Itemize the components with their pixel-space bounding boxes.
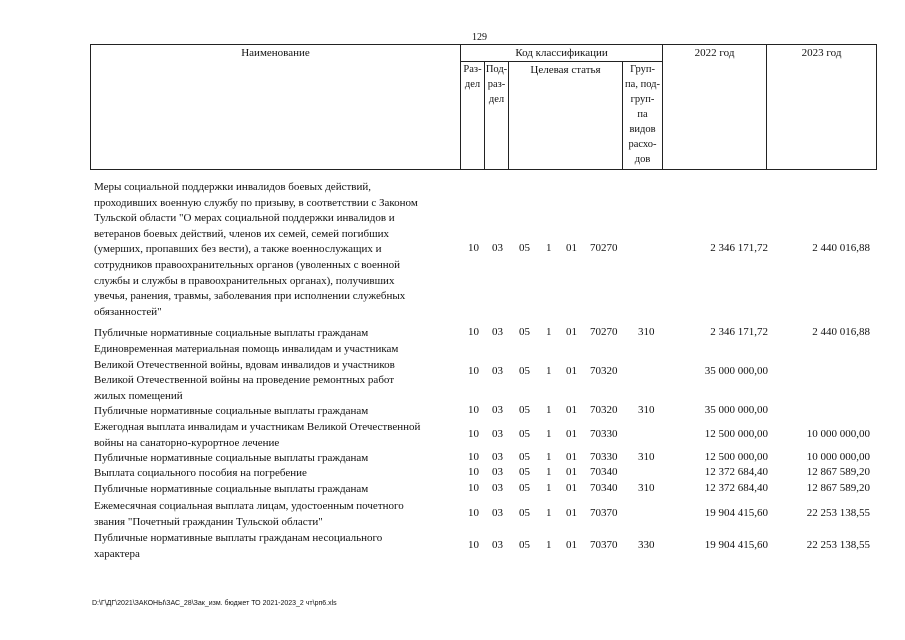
page-number: 129 bbox=[472, 32, 487, 43]
cell-y2: 12 867 589,20 bbox=[806, 466, 870, 478]
cell-p2: 1 bbox=[546, 451, 552, 463]
cell-p2: 1 bbox=[546, 365, 552, 378]
cell-p1: 05 bbox=[519, 242, 530, 255]
cell-y1: 12 372 684,40 bbox=[704, 482, 768, 494]
cell-p4: 70330 bbox=[590, 451, 618, 463]
cell-p1: 05 bbox=[519, 506, 530, 519]
row-name-line: Единовременная материальная помощь инвалидам и участникам bbox=[94, 343, 399, 355]
cell-p3: 01 bbox=[566, 466, 577, 478]
cell-razd: 10 bbox=[468, 242, 479, 255]
row-name-line: войны на санаторно-курортное лечение bbox=[94, 436, 280, 449]
row-name-line: Ежегодная выплата инвалидам и участникам Великой Отечественной bbox=[94, 421, 421, 433]
cell-p1: 05 bbox=[519, 427, 530, 440]
cell-y2: 12 867 589,20 bbox=[806, 482, 870, 494]
header-gruppa-line: дов bbox=[634, 154, 651, 165]
cell-p1: 05 bbox=[519, 326, 530, 338]
cell-y1: 19 904 415,60 bbox=[704, 506, 768, 519]
cell-y1: 35 000 000,00 bbox=[704, 404, 768, 416]
cell-y2: 10 000 000,00 bbox=[806, 451, 870, 463]
header-razdel-line: Раз- bbox=[463, 64, 482, 75]
row-name bbox=[94, 482, 464, 498]
cell-p2: 1 bbox=[546, 404, 552, 416]
cell-y1: 35 000 000,00 bbox=[704, 365, 768, 378]
cell-y2: 2 440 016,88 bbox=[812, 326, 870, 338]
row-name-line: Публичные нормативные выплаты гражданам несоциального bbox=[94, 532, 383, 544]
cell-p2: 1 bbox=[546, 326, 552, 338]
row-name-line: обязанностей" bbox=[94, 305, 162, 318]
cell-p2: 1 bbox=[546, 506, 552, 519]
cell-p4: 70320 bbox=[590, 404, 618, 416]
cell-pod: 03 bbox=[492, 538, 503, 551]
row-name-line: (умерших, пропавших без вести), а также военнослужащих и bbox=[94, 243, 382, 256]
cell-y2: 22 253 138,55 bbox=[806, 538, 870, 551]
cell-razd: 10 bbox=[468, 404, 479, 416]
cell-pod: 03 bbox=[492, 365, 503, 378]
row-name-line: Выплата социального пособия на погребение bbox=[94, 467, 307, 479]
header-celevaya: Целевая статья bbox=[509, 62, 623, 170]
header-name: Наименование bbox=[91, 45, 461, 170]
cell-p2: 1 bbox=[546, 466, 552, 478]
row-name-line: характера bbox=[94, 547, 140, 560]
row-name bbox=[94, 326, 464, 342]
cell-p4: 70330 bbox=[590, 427, 618, 440]
cell-p4: 70270 bbox=[590, 242, 618, 255]
cell-p3: 01 bbox=[566, 326, 577, 338]
cell-p4: 70340 bbox=[590, 482, 618, 494]
row-name-line: проходивших военную службу по призыву, в соответствии с Законом bbox=[94, 196, 418, 209]
header-2023: 2023 год bbox=[767, 45, 877, 170]
row-name-line: ветеранов боевых действий, членов их семей, семей погибших bbox=[94, 227, 390, 240]
cell-p2: 1 bbox=[546, 427, 552, 440]
cell-p1: 05 bbox=[519, 451, 530, 463]
cell-p3: 01 bbox=[566, 242, 577, 255]
row-name-line: службы и службы в правоохранительных органах), получивших bbox=[94, 274, 395, 287]
file-path-footer: D:\Г\ДГ\2021\ЗАКОНЫ\ЗАС_28\Зак_изм. бюджет ТО 2021-2023_2 чт\рп6.xls bbox=[92, 600, 337, 607]
cell-pod: 03 bbox=[492, 506, 503, 519]
cell-pod: 03 bbox=[492, 451, 503, 463]
cell-y1: 12 372 684,40 bbox=[704, 466, 768, 478]
cell-pod: 03 bbox=[492, 427, 503, 440]
cell-y1: 19 904 415,60 bbox=[704, 538, 768, 551]
header-podrazdel-line: раз- bbox=[487, 79, 506, 90]
cell-p4: 70320 bbox=[590, 365, 618, 378]
header-podrazdel-line: дел bbox=[488, 94, 505, 105]
cell-y1: 2 346 171,72 bbox=[710, 326, 768, 338]
row-name bbox=[94, 404, 464, 420]
header-gruppa-line: па bbox=[637, 109, 648, 120]
cell-p2: 1 bbox=[546, 242, 552, 255]
header-gruppa-line: видов bbox=[629, 124, 656, 135]
cell-razd: 10 bbox=[468, 451, 479, 463]
row-name bbox=[94, 180, 464, 320]
row-name-line: увечья, ранения, травмы, заболевания при исполнении служебных bbox=[94, 290, 406, 303]
row-name bbox=[94, 420, 464, 451]
cell-p1: 05 bbox=[519, 482, 530, 494]
header-gruppa-line: груп- bbox=[630, 94, 655, 105]
header-gruppa-line: расхо- bbox=[628, 139, 657, 150]
cell-p3: 01 bbox=[566, 506, 577, 519]
header-kod: Код классификации bbox=[461, 45, 663, 62]
cell-p1: 05 bbox=[519, 365, 530, 378]
cell-p4: 70370 bbox=[590, 538, 618, 551]
cell-y2: 2 440 016,88 bbox=[812, 242, 870, 255]
cell-y2: 10 000 000,00 bbox=[806, 427, 870, 440]
cell-pod: 03 bbox=[492, 404, 503, 416]
cell-pod: 03 bbox=[492, 326, 503, 338]
header-gruppa-line: па, под- bbox=[625, 79, 660, 90]
cell-p3: 01 bbox=[566, 482, 577, 494]
row-name bbox=[94, 451, 464, 467]
cell-pod: 03 bbox=[492, 466, 503, 478]
cell-p3: 01 bbox=[566, 404, 577, 416]
cell-pod: 03 bbox=[492, 482, 503, 494]
row-name bbox=[94, 342, 464, 404]
cell-y2: 22 253 138,55 bbox=[806, 506, 870, 519]
cell-y1: 12 500 000,00 bbox=[704, 427, 768, 440]
cell-y1: 2 346 171,72 bbox=[710, 242, 768, 255]
cell-vid: 310 bbox=[638, 326, 655, 338]
cell-razd: 10 bbox=[468, 466, 479, 478]
row-name bbox=[94, 531, 464, 562]
cell-vid: 310 bbox=[638, 451, 655, 463]
row-name-line: жилых помещений bbox=[94, 389, 183, 402]
row-name-line: Публичные нормативные социальные выплаты гражданам bbox=[94, 483, 369, 495]
cell-p3: 01 bbox=[566, 365, 577, 378]
cell-p3: 01 bbox=[566, 451, 577, 463]
header-gruppa-line: Груп- bbox=[630, 64, 655, 75]
row-name bbox=[94, 466, 464, 482]
header-podrazdel-line: Под- bbox=[485, 64, 508, 75]
row-name-line: Публичные нормативные социальные выплаты гражданам bbox=[94, 452, 369, 464]
cell-vid: 310 bbox=[638, 404, 655, 416]
cell-p3: 01 bbox=[566, 427, 577, 440]
row-name-line: Великой Отечественной войны, вдовам инвалидов и участников bbox=[94, 358, 395, 371]
cell-vid: 310 bbox=[638, 482, 655, 494]
cell-razd: 10 bbox=[468, 506, 479, 519]
cell-p3: 01 bbox=[566, 538, 577, 551]
cell-razd: 10 bbox=[468, 427, 479, 440]
row-name-line: Великой Отечественной войны на проведение ремонтных работ bbox=[94, 374, 395, 387]
cell-razd: 10 bbox=[468, 538, 479, 551]
cell-vid: 330 bbox=[638, 538, 655, 551]
row-name-line: сотрудников правоохранительных органов (уволенных с военной bbox=[94, 258, 401, 271]
cell-p1: 05 bbox=[519, 538, 530, 551]
row-name-line: звания "Почетный гражданин Тульской области" bbox=[94, 515, 323, 528]
row-name-line: Ежемесячная социальная выплата лицам, удостоенным почетного bbox=[94, 500, 404, 512]
cell-p1: 05 bbox=[519, 466, 530, 478]
cell-p1: 05 bbox=[519, 404, 530, 416]
cell-p4: 70370 bbox=[590, 506, 618, 519]
cell-razd: 10 bbox=[468, 326, 479, 338]
cell-p2: 1 bbox=[546, 482, 552, 494]
row-name-line: Меры социальной поддержки инвалидов боевых действий, bbox=[94, 181, 371, 193]
row-name-line: Публичные нормативные социальные выплаты гражданам bbox=[94, 405, 369, 417]
row-name-line: Публичные нормативные социальные выплаты гражданам bbox=[94, 327, 369, 339]
cell-y1: 12 500 000,00 bbox=[704, 451, 768, 463]
row-name-line: Тульской области "О мерах социальной поддержки инвалидов и bbox=[94, 212, 395, 225]
row-name bbox=[94, 499, 464, 530]
header-razdel-line: дел bbox=[464, 79, 481, 90]
cell-p2: 1 bbox=[546, 538, 552, 551]
cell-pod: 03 bbox=[492, 242, 503, 255]
cell-p4: 70270 bbox=[590, 326, 618, 338]
cell-p4: 70340 bbox=[590, 466, 618, 478]
cell-razd: 10 bbox=[468, 365, 479, 378]
header-2022: 2022 год bbox=[663, 45, 767, 170]
cell-razd: 10 bbox=[468, 482, 479, 494]
